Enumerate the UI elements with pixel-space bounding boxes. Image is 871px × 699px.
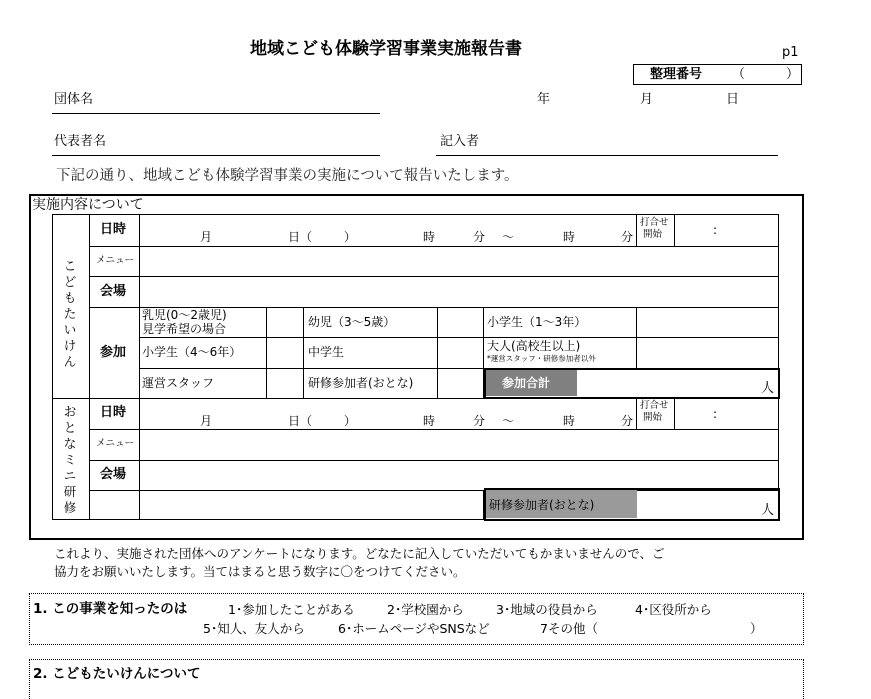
- kaijo-label-2: 会場: [100, 467, 127, 482]
- dantai-underline[interactable]: [52, 113, 380, 114]
- seiri-open-paren: （: [732, 67, 746, 82]
- sanka-label: 参加: [100, 345, 127, 360]
- kinyu-underline[interactable]: [436, 155, 778, 156]
- nichiji-label: 日時: [100, 222, 127, 237]
- survey-intro-line2: 協力をお願いいたします。当てはまると思う数字に〇をつけてください。: [54, 564, 466, 579]
- q1-option-7[interactable]: 7その他（: [540, 621, 598, 636]
- uchiawase-time-field-2[interactable]: :: [713, 407, 718, 421]
- otona-mini-kenshu-label: お と な ミ ニ 研 修: [63, 404, 77, 515]
- survey-intro-line1: これより、実施された団体へのアンケートになります。どなたに記入していただいてもかまいませんので、ご: [54, 546, 665, 561]
- kinyu-label: 記入者: [440, 134, 480, 149]
- kaishi-label-2: 開始: [643, 412, 663, 423]
- kenshu-sanka-cell: [486, 490, 637, 518]
- kaishi-label: 開始: [643, 229, 663, 240]
- dantai-label: 団体名: [54, 92, 94, 107]
- section-title: 実施内容について: [32, 197, 144, 213]
- sanka-gokei-label: 参加合計: [502, 376, 551, 390]
- staff-label: 運営スタッフ: [142, 376, 215, 390]
- nin-unit-2: 人: [761, 503, 775, 518]
- nichiji-label-2: 日時: [100, 405, 127, 420]
- sho-low-label: 小学生（1～3年）: [487, 315, 587, 329]
- daihyo-underline[interactable]: [52, 155, 380, 156]
- q1-title: 1. この事業を知ったのは: [33, 601, 188, 617]
- uchiawase-label-2: 打合せ: [640, 400, 669, 411]
- kodomo-date-field[interactable]: 月 日（ ） 時 分 ～ 時 分: [200, 230, 634, 244]
- intro-text: 下記の通り、地域こども体験学習事業の実施について報告いたします。: [56, 168, 519, 184]
- menu-label-2: メニュー: [96, 438, 135, 449]
- otona-menu-field[interactable]: [140, 430, 778, 459]
- page-title: 地域こども体験学習事業実施報告書: [250, 39, 522, 59]
- kenshu-sanka-label: 研修参加者(おとな): [489, 498, 595, 512]
- kenshu-label: 研修参加者(おとな): [308, 376, 414, 390]
- sho-high-count-field[interactable]: [267, 338, 302, 368]
- q1-option-5[interactable]: 5･知人、友人から: [203, 621, 305, 636]
- q2-title: 2. こどもたいけんについて: [33, 666, 201, 682]
- daihyo-label: 代表者名: [54, 134, 107, 149]
- seiri-bangou-label: 整理番号: [650, 67, 703, 82]
- kaijo-label: 会場: [100, 284, 127, 299]
- kodomo-taiken-label: こ ど も た い け ん: [63, 258, 77, 369]
- seiri-close-paren: ）: [786, 67, 800, 82]
- chugaku-label: 中学生: [308, 345, 345, 359]
- q1-option-1[interactable]: 1･参加したことがある: [228, 602, 355, 617]
- q1-option-2[interactable]: 2･学校園から: [387, 602, 464, 617]
- staff-count-field[interactable]: [267, 369, 302, 398]
- uchiawase-label: 打合せ: [640, 217, 669, 228]
- otona-kaijo-field[interactable]: [140, 461, 778, 490]
- sho-low-count-field[interactable]: [637, 308, 778, 337]
- kodomo-menu-field[interactable]: [140, 247, 778, 276]
- seiri-bangou-box[interactable]: [633, 64, 802, 85]
- sanka-gokei-cell: [486, 370, 577, 396]
- uchiawase-time-field[interactable]: :: [713, 223, 718, 237]
- chugaku-count-field[interactable]: [438, 338, 482, 368]
- sho-high-label: 小学生（4～6年）: [142, 345, 242, 359]
- otona-date-field[interactable]: 月 日（ ） 時 分 ～ 時 分: [200, 414, 634, 428]
- nyuji-label: 乳児(0～2歳児): [142, 308, 227, 322]
- menu-label: メニュー: [96, 255, 135, 266]
- kodomo-kaijo-field[interactable]: [140, 277, 778, 307]
- yoji-count-field[interactable]: [438, 308, 482, 337]
- kenshu-count-field[interactable]: [438, 369, 482, 398]
- q1-option-4[interactable]: 4･区役所から: [635, 602, 712, 617]
- kenshu-sanka-box: [484, 488, 780, 521]
- q1-close-paren: ）: [750, 621, 763, 636]
- nin-unit: 人: [761, 381, 775, 396]
- q1-option-3[interactable]: 3･地域の役員から: [496, 602, 598, 617]
- kengaku-label: 見学希望の場合: [142, 322, 227, 336]
- page-number: p1: [782, 45, 799, 60]
- otona-note: *運営スタッフ・研修参加者以外: [487, 354, 596, 363]
- day-label: 日: [726, 92, 740, 107]
- q1-option-6[interactable]: 6･ホームページやSNSなど: [338, 621, 490, 636]
- sanka-gokei-box: [484, 368, 780, 399]
- nyuji-count-field[interactable]: [267, 308, 302, 337]
- month-label: 月: [640, 92, 654, 107]
- yoji-label: 幼児（3～5歳）: [308, 315, 396, 329]
- otona-count-field[interactable]: [637, 338, 778, 368]
- sanka-gokei-field[interactable]: [577, 370, 773, 396]
- otona-label: 大人(高校生以上): [487, 339, 581, 353]
- kenshu-sanka-field[interactable]: [637, 490, 773, 518]
- year-label: 年: [537, 92, 551, 107]
